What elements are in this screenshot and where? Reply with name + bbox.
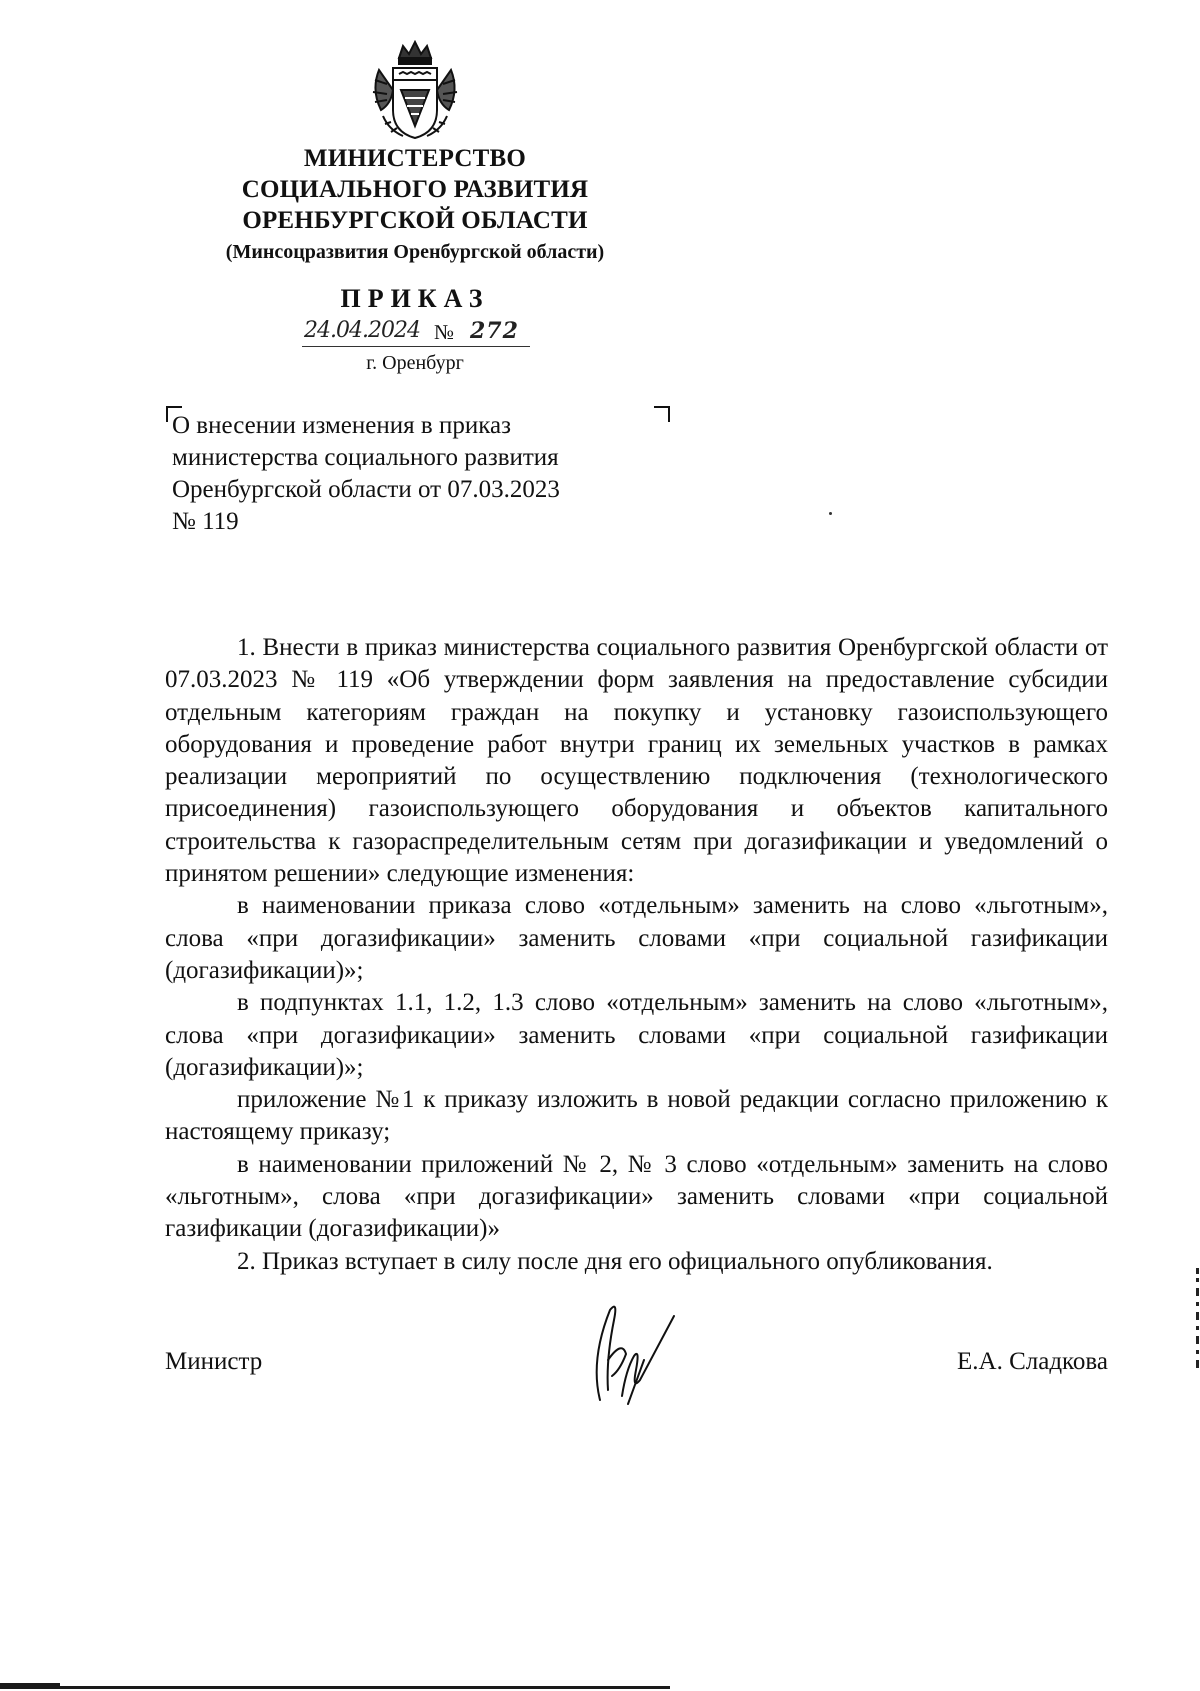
- scan-speck: [829, 512, 832, 515]
- subject-corner-mark-right: [654, 406, 670, 422]
- signatory-title: Министр: [165, 1348, 263, 1375]
- signatory-name: Е.А. Сладкова: [957, 1348, 1108, 1375]
- subject-line: О внесении изменения в приказ: [172, 412, 511, 439]
- body-paragraph: в наименовании приказа слово «отдельным» заменить на слово «льготным», слова «при догазификации» заменить словами «при социальной газификации (догазификации)»;: [165, 892, 1108, 984]
- date-number-underline: [302, 346, 530, 347]
- subject-line: № 119: [172, 508, 239, 535]
- body-paragraph: приложение №1 к приказу изложить в новой редакции согласно приложению к настоящему приказу;: [165, 1086, 1108, 1146]
- subject-line: министерства социального развития: [172, 444, 559, 471]
- org-name-line-2: СОЦИАЛЬНОГО РАЗВИТИЯ: [241, 176, 589, 203]
- scan-edge-marks: [1196, 1268, 1199, 1368]
- handwritten-date: 24.04.2024: [304, 318, 420, 343]
- document-type: ПРИКАЗ: [340, 284, 490, 313]
- body-paragraph: в наименовании приложений № 2, № 3 слово «отдельным» заменить на слово «льготным», слова «при догазификации» заменить словами «при социальной газификации (догазификации)»: [165, 1150, 1108, 1243]
- body-paragraph: 2. Приказ вступает в силу после дня его официального опубликования.: [237, 1247, 993, 1275]
- body-paragraph: 1. Внести в приказ министерства социального развития Оренбургской области от 07.03.2023 № 119 «Об утверждении форм заявления на предоставление субсидии отдельным категориям граждан на покупку и установку газоиспользующего оборудования и проведение работ внутри границ их земельных участков в рамках реализации мероприятий по осуществлению подключения (технологического присоединения) газоиспользующего оборудования и объектов капитального строительства к газораспределительным сетям при догазификации и уведомлений о принятом решении» следующие изменения:: [165, 634, 1108, 888]
- handwritten-number: 272: [470, 318, 519, 344]
- coat-of-arms-icon: [369, 40, 461, 142]
- document-body: [165, 632, 1108, 1278]
- subject-line: Оренбургской области от 07.03.2023: [172, 476, 560, 503]
- handwritten-signature: [570, 1300, 680, 1410]
- issuer-header: [160, 143, 670, 266]
- body-paragraph: в подпунктах 1.1, 1.2, 1.3 слово «отдельным» заменить на слово «льготным», слова «при догазификации» заменить словами «при социальной газификации (догазификации)»;: [165, 989, 1108, 1081]
- scan-bottom-edge: [0, 1686, 670, 1689]
- document-city: г. Оренбург: [366, 352, 464, 374]
- org-name-line-1: МИНИСТЕРСТВО: [303, 145, 527, 172]
- org-name-line-3: ОРЕНБУРГСКОЙ ОБЛАСТИ: [242, 207, 588, 234]
- number-sign: №: [434, 320, 455, 344]
- document-date-number: [300, 318, 540, 352]
- org-short-name: (Минсоцразвития Оренбургской области): [225, 241, 605, 263]
- document-subject: [172, 410, 650, 538]
